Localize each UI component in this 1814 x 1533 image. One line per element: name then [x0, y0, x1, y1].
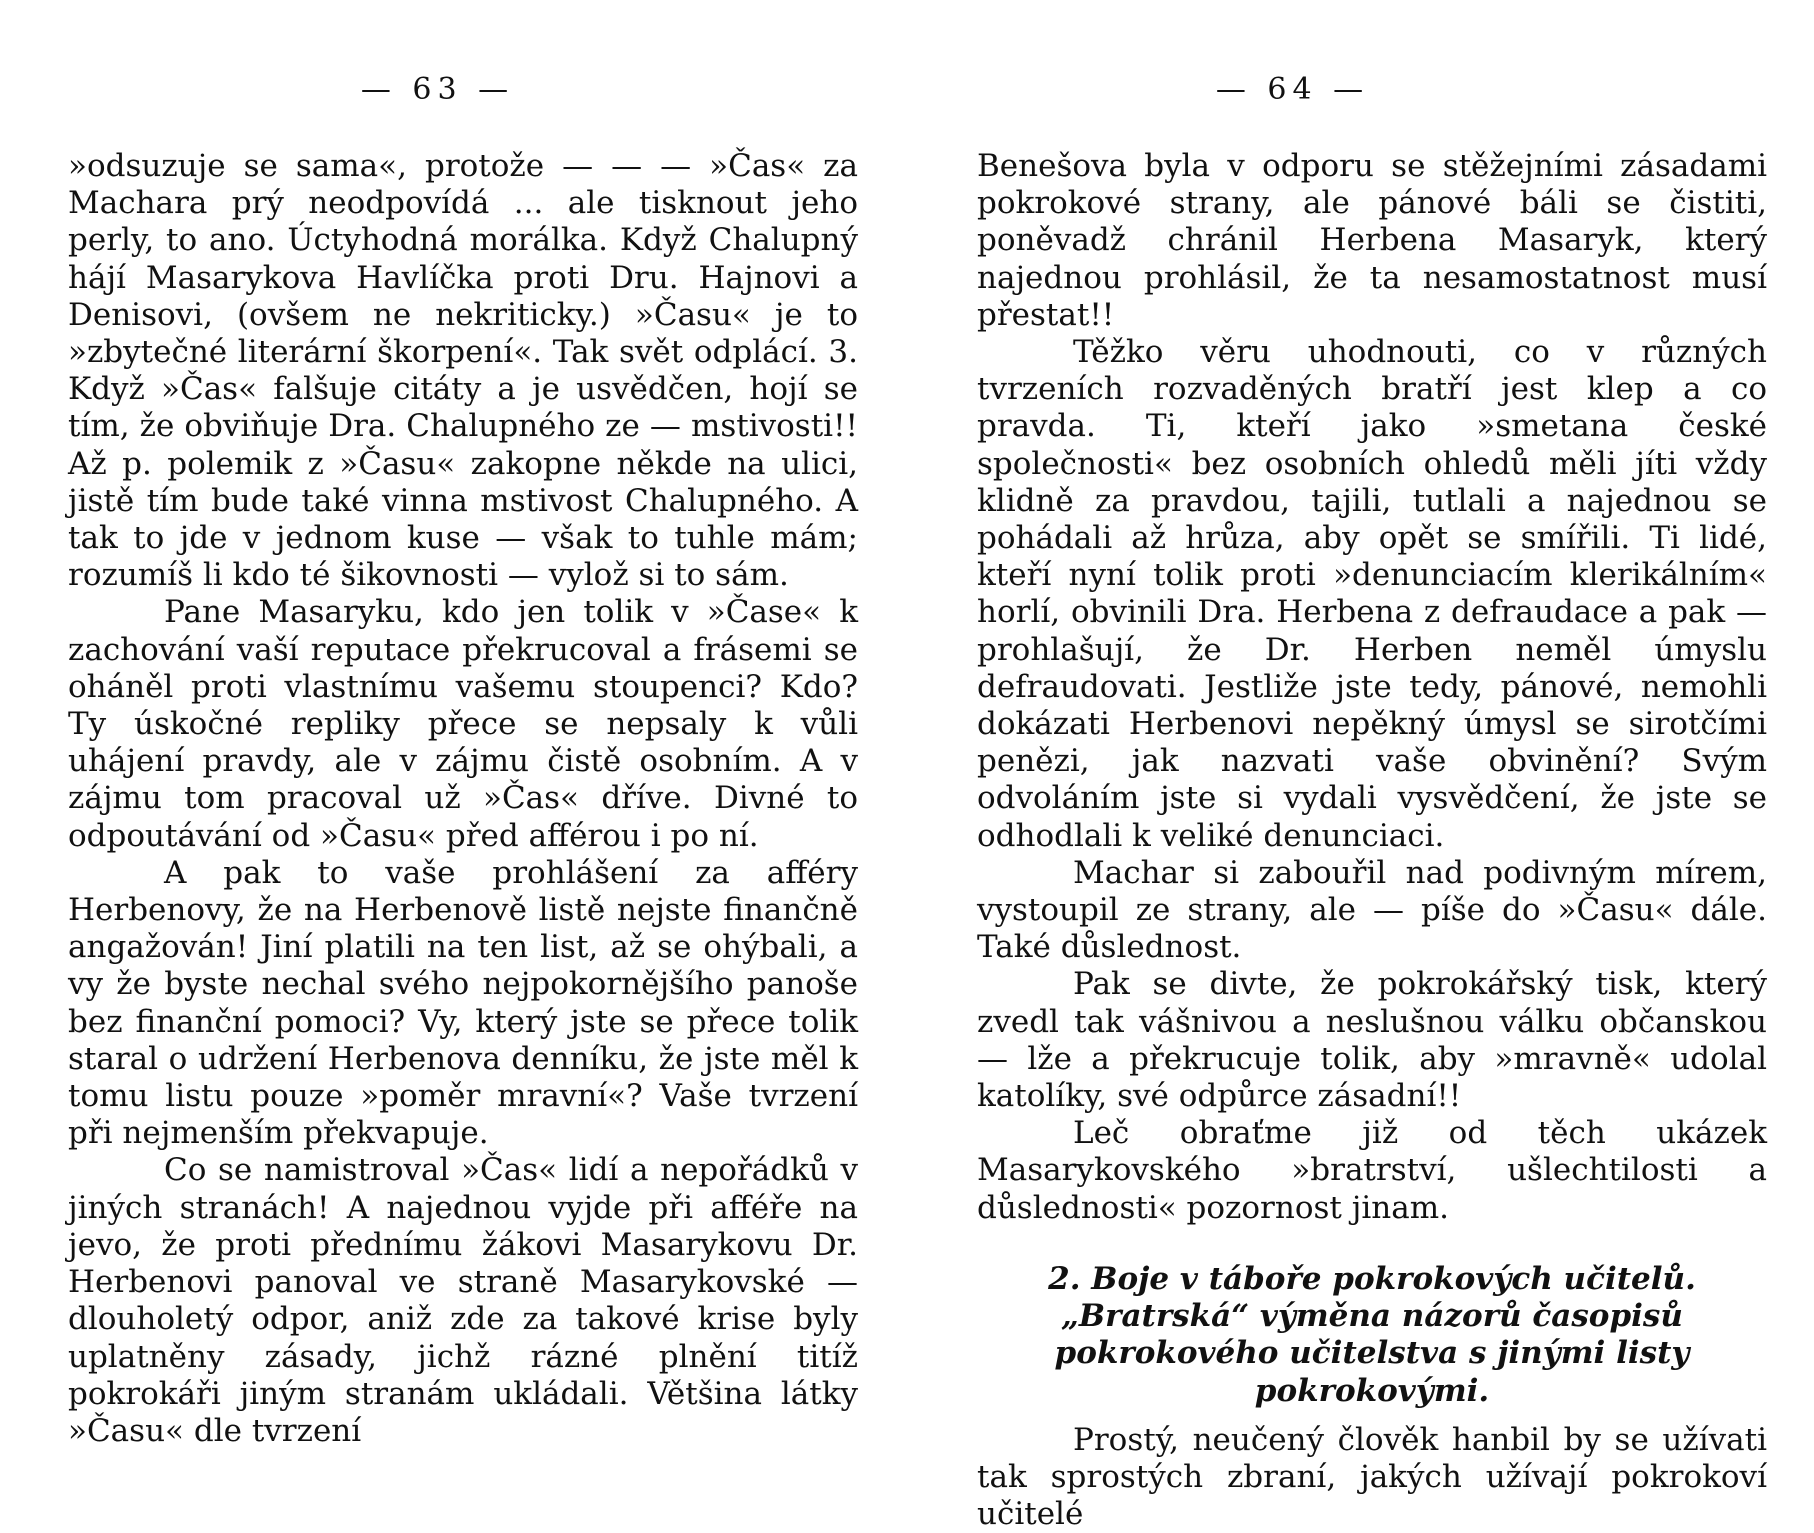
right-page: [907, 0, 1814, 1533]
page-body: [68, 148, 858, 1450]
paragraph: Benešova byla v odporu se stěžejními zásadami pokrokové strany, ale pánové báli se čistiti, poněvadž chránil Herbena Masaryk, který najednou prohlásil, že ta nesamostatnost musí přestat!!: [977, 148, 1767, 333]
paragraph: Prostý, neučený člověk hanbil by se užívati tak sprostých zbraní, jakých užívají pokrokoví učitelé: [977, 1421, 1767, 1533]
paragraph: Leč obraťme již od těch ukázek Masarykovského »bratrství, ušlechtilosti a důslednosti« pozornost jinam.: [977, 1115, 1767, 1226]
paragraph: Pak se divte, že pokrokářský tisk, který zvedl tak vášnivou a neslušnou válku občanskou — lže a překrucuje tolik, aby »mravně« udolal katolíky, své odpůrce zásadní!!: [977, 966, 1767, 1115]
paragraph: Těžko věru uhodnouti, co v různých tvrzeních rozvaděných bratří jest klep a co pravda. Ti, kteří jako »smetana české společnosti« bez osobních ohledů měli jíti vždy klidně za pravdou, tajili, tutlali a najednou se pohádali až hrůza, aby opět se smířili. Ti lidé, kteří nyní tolik proti »denunciacím klerikálním« horlí, obvinili Dra. Herbena z defraudace a pak — prohlašují, že Dr. Herben neměl úmyslu defraudovati. Jestliže jste tedy, pánové, nemohli dokázati Herbenovi nepěkný úmysl se sirotčími penězi, jak nazvati vaše obvinění? Svým odvoláním jste si vydali vysvědčení, že jste se odhodlali k veliké denunciaci.: [977, 334, 1767, 854]
paragraph: Co se namistroval »Čas« lidí a nepořádků v jiných stranách! A najednou vyjde při afféře na jevo, že proti přednímu žákovi Masarykovu Dr. Herbenovi panoval ve straně Masarykovské — dlouholetý odpor, aniž zde za takové krise byly uplatněny zásady, jichž rázné plnění titíž pokrokáři jiným stranám ukládali. Většina látky »Času« dle tvrzení: [68, 1152, 858, 1449]
paragraph: »odsuzuje se sama«, protože — — — »Čas« za Machara prý neodpovídá ... ale tisknout jeho perly, to ano. Úctyhodná morálka. Když Chalupný hájí Masarykova Havlíčka proti Dru. Hajnovi a Denisovi, (ovšem ne nekriticky.) »Času« je to »zbytečné literární škorpení«. Tak svět odplácí. 3. Když »Čas« falšuje citáty a je usvědčen, hojí se tím, že obviňuje Dra. Chalupného ze — mstivosti!! Až p. polemik z »Času« zakopne někde na ulici, jistě tím bude také vinna mstivost Chalupného. A tak to jde v jednom kuse — však to tuhle mám; rozumíš li kdo té šikovnosti — vylož si to sám.: [68, 148, 858, 594]
paragraph: Pane Masaryku, kdo jen tolik v »Čase« k zachování vaší reputace překrucoval a frásemi se oháněl proti vlastnímu vašemu stoupenci? Kdo? Ty úskočné repliky přece se nepsaly k vůli uhájení pravdy, ale v zájmu čistě osobním. A v zájmu tom pracoval už »Čas« dříve. Divné to odpoutávání od »Času« před afférou i po ní.: [68, 594, 858, 854]
page-number: — 64 —: [1215, 72, 1370, 107]
section-heading: 2. Boje v táboře pokrokových učitelů. „Bratrská“ výměna názorů časopisů pokrokového učitelstva s jinými listy pokrokovými.: [1048, 1260, 1696, 1409]
page-body: [977, 148, 1767, 1533]
left-page: [0, 0, 907, 1500]
paragraph: Machar si zabouřil nad podivným mírem, vystoupil ze strany, ale — píše do »Času« dále. Také důslednost.: [977, 854, 1767, 966]
page-number: — 63 —: [360, 72, 515, 107]
paragraph: A pak to vaše prohlášení za afféry Herbenovy, že na Herbenově listě nejste finančně angažován! Jiní platili na ten list, až se ohýbali, a vy že byste nechal svého nejpokornějšího panoše bez finanční pomoci? Vy, který jste se přece tolik staral o udržení Herbenova denníku, že jste měl k tomu listu pouze »poměr mravní«? Vaše tvrzení při nejmenším překvapuje.: [68, 854, 858, 1152]
